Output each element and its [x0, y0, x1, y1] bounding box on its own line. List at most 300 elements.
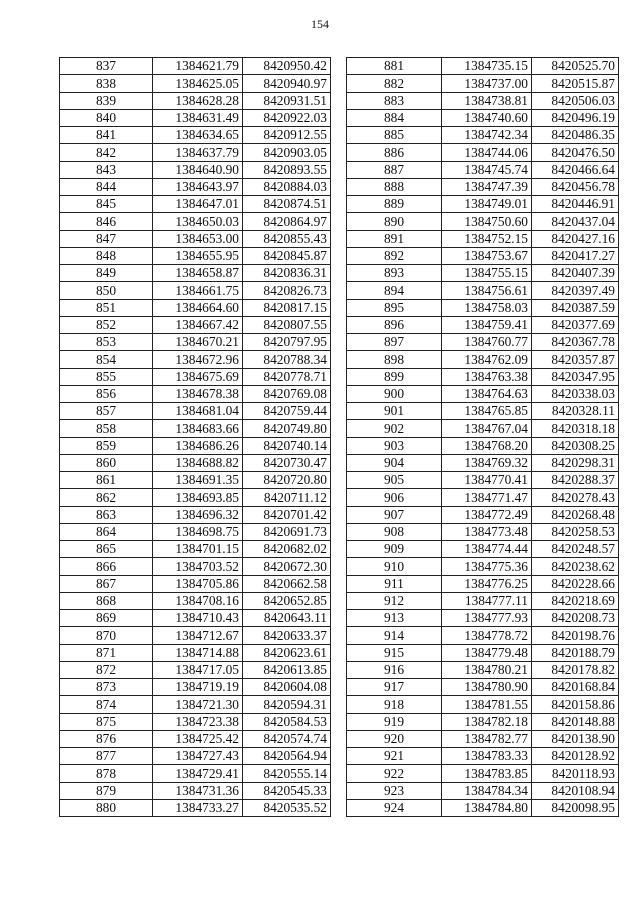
table-row	[347, 403, 619, 420]
x-coordinate-cell: 1384777.11	[442, 592, 532, 609]
point-number-cell: 914	[347, 627, 442, 644]
table-row	[347, 610, 619, 627]
x-coordinate-cell: 1384752.15	[442, 230, 532, 247]
table-row	[60, 558, 331, 575]
point-number-cell: 853	[60, 334, 153, 351]
y-coordinate-cell: 8420377.69	[532, 316, 619, 333]
point-number-cell: 849	[60, 265, 153, 282]
y-coordinate-cell: 8420318.18	[532, 420, 619, 437]
x-coordinate-cell: 1384703.52	[153, 558, 243, 575]
point-number-cell: 842	[60, 144, 153, 161]
x-coordinate-cell: 1384729.41	[153, 765, 243, 782]
table-row	[60, 316, 331, 333]
y-coordinate-cell: 8420922.03	[243, 109, 331, 126]
y-coordinate-cell: 8420701.42	[243, 506, 331, 523]
point-number-cell: 903	[347, 437, 442, 454]
table-row	[60, 541, 331, 558]
point-number-cell: 899	[347, 368, 442, 385]
y-coordinate-cell: 8420446.91	[532, 196, 619, 213]
x-coordinate-cell: 1384727.43	[153, 748, 243, 765]
x-coordinate-cell: 1384775.36	[442, 558, 532, 575]
table-row	[347, 713, 619, 730]
x-coordinate-cell: 1384740.60	[442, 109, 532, 126]
y-coordinate-cell: 8420778.71	[243, 368, 331, 385]
x-coordinate-cell: 1384653.00	[153, 230, 243, 247]
point-number-cell: 886	[347, 144, 442, 161]
y-coordinate-cell: 8420128.92	[532, 748, 619, 765]
x-coordinate-cell: 1384725.42	[153, 730, 243, 747]
point-number-cell: 905	[347, 472, 442, 489]
x-coordinate-cell: 1384621.79	[153, 58, 243, 75]
table-row	[60, 265, 331, 282]
point-number-cell: 872	[60, 661, 153, 678]
y-coordinate-cell: 8420357.87	[532, 351, 619, 368]
table-row	[347, 472, 619, 489]
point-number-cell: 881	[347, 58, 442, 75]
point-number-cell: 904	[347, 454, 442, 471]
y-coordinate-cell: 8420198.76	[532, 627, 619, 644]
x-coordinate-cell: 1384770.41	[442, 472, 532, 489]
point-number-cell: 921	[347, 748, 442, 765]
point-number-cell: 893	[347, 265, 442, 282]
x-coordinate-cell: 1384768.20	[442, 437, 532, 454]
point-number-cell: 920	[347, 730, 442, 747]
x-coordinate-cell: 1384664.60	[153, 299, 243, 316]
table-row	[347, 748, 619, 765]
table-row	[347, 489, 619, 506]
point-number-cell: 875	[60, 713, 153, 730]
y-coordinate-cell: 8420328.11	[532, 403, 619, 420]
table-row	[60, 196, 331, 213]
table-row	[347, 644, 619, 661]
y-coordinate-cell: 8420347.95	[532, 368, 619, 385]
point-number-cell: 844	[60, 178, 153, 195]
x-coordinate-cell: 1384670.21	[153, 334, 243, 351]
y-coordinate-cell: 8420258.53	[532, 523, 619, 540]
y-coordinate-cell: 8420535.52	[243, 799, 331, 816]
point-number-cell: 869	[60, 610, 153, 627]
table-row	[60, 610, 331, 627]
y-coordinate-cell: 8420298.31	[532, 454, 619, 471]
point-number-cell: 838	[60, 75, 153, 92]
y-coordinate-cell: 8420148.88	[532, 713, 619, 730]
x-coordinate-cell: 1384782.77	[442, 730, 532, 747]
point-number-cell: 866	[60, 558, 153, 575]
x-coordinate-cell: 1384631.49	[153, 109, 243, 126]
table-row	[347, 92, 619, 109]
x-coordinate-cell: 1384723.38	[153, 713, 243, 730]
x-coordinate-cell: 1384705.86	[153, 575, 243, 592]
x-coordinate-cell: 1384780.90	[442, 679, 532, 696]
y-coordinate-cell: 8420437.04	[532, 213, 619, 230]
table-row	[347, 213, 619, 230]
y-coordinate-cell: 8420769.08	[243, 385, 331, 402]
point-number-cell: 907	[347, 506, 442, 523]
x-coordinate-cell: 1384691.35	[153, 472, 243, 489]
x-coordinate-cell: 1384762.09	[442, 351, 532, 368]
table-row	[347, 696, 619, 713]
y-coordinate-cell: 8420652.85	[243, 592, 331, 609]
table-row	[347, 385, 619, 402]
x-coordinate-cell: 1384769.32	[442, 454, 532, 471]
point-number-cell: 841	[60, 127, 153, 144]
y-coordinate-cell: 8420138.90	[532, 730, 619, 747]
point-number-cell: 850	[60, 282, 153, 299]
table-row	[347, 144, 619, 161]
x-coordinate-cell: 1384696.32	[153, 506, 243, 523]
x-coordinate-cell: 1384747.39	[442, 178, 532, 195]
y-coordinate-cell: 8420940.97	[243, 75, 331, 92]
x-coordinate-cell: 1384693.85	[153, 489, 243, 506]
y-coordinate-cell: 8420208.73	[532, 610, 619, 627]
x-coordinate-cell: 1384678.38	[153, 385, 243, 402]
x-coordinate-cell: 1384759.41	[442, 316, 532, 333]
table-row	[60, 765, 331, 782]
x-coordinate-cell: 1384749.01	[442, 196, 532, 213]
y-coordinate-cell: 8420788.34	[243, 351, 331, 368]
y-coordinate-cell: 8420338.03	[532, 385, 619, 402]
point-number-cell: 891	[347, 230, 442, 247]
table-row	[347, 679, 619, 696]
point-number-cell: 894	[347, 282, 442, 299]
table-row	[60, 782, 331, 799]
y-coordinate-cell: 8420118.93	[532, 765, 619, 782]
table-row	[347, 127, 619, 144]
point-number-cell: 858	[60, 420, 153, 437]
table-row	[60, 713, 331, 730]
x-coordinate-cell: 1384721.30	[153, 696, 243, 713]
x-coordinate-cell: 1384667.42	[153, 316, 243, 333]
y-coordinate-cell: 8420367.78	[532, 334, 619, 351]
point-number-cell: 871	[60, 644, 153, 661]
table-row	[60, 730, 331, 747]
y-coordinate-cell: 8420584.53	[243, 713, 331, 730]
table-row	[60, 748, 331, 765]
x-coordinate-cell: 1384782.18	[442, 713, 532, 730]
y-coordinate-cell: 8420797.95	[243, 334, 331, 351]
table-row	[60, 679, 331, 696]
table-row	[60, 109, 331, 126]
table-row	[60, 299, 331, 316]
point-number-cell: 851	[60, 299, 153, 316]
point-number-cell: 848	[60, 247, 153, 264]
table-row	[60, 127, 331, 144]
y-coordinate-cell: 8420691.73	[243, 523, 331, 540]
y-coordinate-cell: 8420218.69	[532, 592, 619, 609]
point-number-cell: 862	[60, 489, 153, 506]
y-coordinate-cell: 8420407.39	[532, 265, 619, 282]
table-row	[60, 92, 331, 109]
x-coordinate-cell: 1384784.80	[442, 799, 532, 816]
table-row	[347, 282, 619, 299]
y-coordinate-cell: 8420248.57	[532, 541, 619, 558]
table-row	[347, 316, 619, 333]
x-coordinate-cell: 1384771.47	[442, 489, 532, 506]
x-coordinate-cell: 1384637.79	[153, 144, 243, 161]
y-coordinate-cell: 8420158.86	[532, 696, 619, 713]
y-coordinate-cell: 8420720.80	[243, 472, 331, 489]
point-number-cell: 854	[60, 351, 153, 368]
x-coordinate-cell: 1384731.36	[153, 782, 243, 799]
coordinate-table-left	[59, 57, 331, 817]
point-number-cell: 860	[60, 454, 153, 471]
y-coordinate-cell: 8420864.97	[243, 213, 331, 230]
point-number-cell: 915	[347, 644, 442, 661]
y-coordinate-cell: 8420108.94	[532, 782, 619, 799]
y-coordinate-cell: 8420564.94	[243, 748, 331, 765]
y-coordinate-cell: 8420604.08	[243, 679, 331, 696]
table-row	[60, 75, 331, 92]
table-row	[60, 592, 331, 609]
y-coordinate-cell: 8420178.82	[532, 661, 619, 678]
x-coordinate-cell: 1384672.96	[153, 351, 243, 368]
table-row	[60, 489, 331, 506]
point-number-cell: 867	[60, 575, 153, 592]
y-coordinate-cell: 8420594.31	[243, 696, 331, 713]
y-coordinate-cell: 8420662.58	[243, 575, 331, 592]
point-number-cell: 906	[347, 489, 442, 506]
x-coordinate-cell: 1384783.33	[442, 748, 532, 765]
table-row	[347, 420, 619, 437]
point-number-cell: 916	[347, 661, 442, 678]
table-row	[60, 368, 331, 385]
table-row	[60, 403, 331, 420]
x-coordinate-cell: 1384658.87	[153, 265, 243, 282]
x-coordinate-cell: 1384634.65	[153, 127, 243, 144]
y-coordinate-cell: 8420672.30	[243, 558, 331, 575]
point-number-cell: 882	[347, 75, 442, 92]
x-coordinate-cell: 1384681.04	[153, 403, 243, 420]
table-row	[60, 627, 331, 644]
y-coordinate-cell: 8420466.64	[532, 161, 619, 178]
x-coordinate-cell: 1384708.16	[153, 592, 243, 609]
y-coordinate-cell: 8420826.73	[243, 282, 331, 299]
table-row	[60, 472, 331, 489]
table-row	[60, 213, 331, 230]
table-row	[347, 161, 619, 178]
x-coordinate-cell: 1384733.27	[153, 799, 243, 816]
x-coordinate-cell: 1384683.66	[153, 420, 243, 437]
table-row	[347, 661, 619, 678]
point-number-cell: 847	[60, 230, 153, 247]
table-row	[347, 368, 619, 385]
x-coordinate-cell: 1384765.85	[442, 403, 532, 420]
table-row	[347, 196, 619, 213]
y-coordinate-cell: 8420098.95	[532, 799, 619, 816]
x-coordinate-cell: 1384698.75	[153, 523, 243, 540]
x-coordinate-cell: 1384760.77	[442, 334, 532, 351]
table-row	[60, 161, 331, 178]
x-coordinate-cell: 1384719.19	[153, 679, 243, 696]
point-number-cell: 880	[60, 799, 153, 816]
table-row	[60, 437, 331, 454]
point-number-cell: 883	[347, 92, 442, 109]
point-number-cell: 840	[60, 109, 153, 126]
x-coordinate-cell: 1384750.60	[442, 213, 532, 230]
y-coordinate-cell: 8420456.78	[532, 178, 619, 195]
table-row	[60, 420, 331, 437]
x-coordinate-cell: 1384625.05	[153, 75, 243, 92]
y-coordinate-cell: 8420168.84	[532, 679, 619, 696]
table-row	[347, 247, 619, 264]
table-row	[60, 454, 331, 471]
point-number-cell: 856	[60, 385, 153, 402]
y-coordinate-cell: 8420515.87	[532, 75, 619, 92]
x-coordinate-cell: 1384744.06	[442, 144, 532, 161]
y-coordinate-cell: 8420759.44	[243, 403, 331, 420]
y-coordinate-cell: 8420623.61	[243, 644, 331, 661]
table-row	[60, 799, 331, 816]
table-row	[60, 523, 331, 540]
x-coordinate-cell: 1384753.67	[442, 247, 532, 264]
x-coordinate-cell: 1384745.74	[442, 161, 532, 178]
y-coordinate-cell: 8420874.51	[243, 196, 331, 213]
x-coordinate-cell: 1384675.69	[153, 368, 243, 385]
y-coordinate-cell: 8420950.42	[243, 58, 331, 75]
x-coordinate-cell: 1384763.38	[442, 368, 532, 385]
table-row	[347, 437, 619, 454]
point-number-cell: 911	[347, 575, 442, 592]
table-row	[60, 178, 331, 195]
x-coordinate-cell: 1384640.90	[153, 161, 243, 178]
table-row	[60, 385, 331, 402]
y-coordinate-cell: 8420884.03	[243, 178, 331, 195]
y-coordinate-cell: 8420845.87	[243, 247, 331, 264]
table-row	[60, 575, 331, 592]
point-number-cell: 909	[347, 541, 442, 558]
x-coordinate-cell: 1384710.43	[153, 610, 243, 627]
point-number-cell: 902	[347, 420, 442, 437]
x-coordinate-cell: 1384686.26	[153, 437, 243, 454]
point-number-cell: 885	[347, 127, 442, 144]
y-coordinate-cell: 8420912.55	[243, 127, 331, 144]
y-coordinate-cell: 8420574.74	[243, 730, 331, 747]
point-number-cell: 861	[60, 472, 153, 489]
point-number-cell: 868	[60, 592, 153, 609]
point-number-cell: 889	[347, 196, 442, 213]
point-number-cell: 910	[347, 558, 442, 575]
point-number-cell: 876	[60, 730, 153, 747]
y-coordinate-cell: 8420749.80	[243, 420, 331, 437]
x-coordinate-cell: 1384717.05	[153, 661, 243, 678]
table-row	[347, 627, 619, 644]
point-number-cell: 852	[60, 316, 153, 333]
table-row	[347, 265, 619, 282]
y-coordinate-cell: 8420730.47	[243, 454, 331, 471]
y-coordinate-cell: 8420931.51	[243, 92, 331, 109]
y-coordinate-cell: 8420496.19	[532, 109, 619, 126]
y-coordinate-cell: 8420417.27	[532, 247, 619, 264]
table-row	[60, 58, 331, 75]
y-coordinate-cell: 8420711.12	[243, 489, 331, 506]
table-row	[347, 334, 619, 351]
x-coordinate-cell: 1384773.48	[442, 523, 532, 540]
point-number-cell: 859	[60, 437, 153, 454]
y-coordinate-cell: 8420506.03	[532, 92, 619, 109]
table-row	[347, 109, 619, 126]
y-coordinate-cell: 8420545.33	[243, 782, 331, 799]
y-coordinate-cell: 8420555.14	[243, 765, 331, 782]
point-number-cell: 896	[347, 316, 442, 333]
table-row	[347, 782, 619, 799]
point-number-cell: 839	[60, 92, 153, 109]
y-coordinate-cell: 8420397.49	[532, 282, 619, 299]
point-number-cell: 892	[347, 247, 442, 264]
table-row	[347, 75, 619, 92]
y-coordinate-cell: 8420427.16	[532, 230, 619, 247]
point-number-cell: 864	[60, 523, 153, 540]
point-number-cell: 879	[60, 782, 153, 799]
y-coordinate-cell: 8420188.79	[532, 644, 619, 661]
y-coordinate-cell: 8420486.35	[532, 127, 619, 144]
x-coordinate-cell: 1384655.95	[153, 247, 243, 264]
table-row	[60, 247, 331, 264]
table-row	[60, 144, 331, 161]
point-number-cell: 924	[347, 799, 442, 816]
table-row	[60, 696, 331, 713]
point-number-cell: 918	[347, 696, 442, 713]
x-coordinate-cell: 1384758.03	[442, 299, 532, 316]
point-number-cell: 917	[347, 679, 442, 696]
point-number-cell: 890	[347, 213, 442, 230]
table-row	[347, 178, 619, 195]
x-coordinate-cell: 1384737.00	[442, 75, 532, 92]
y-coordinate-cell: 8420836.31	[243, 265, 331, 282]
y-coordinate-cell: 8420228.66	[532, 575, 619, 592]
table-row	[347, 351, 619, 368]
point-number-cell: 843	[60, 161, 153, 178]
x-coordinate-cell: 1384781.55	[442, 696, 532, 713]
table-row	[347, 765, 619, 782]
x-coordinate-cell: 1384755.15	[442, 265, 532, 282]
point-number-cell: 855	[60, 368, 153, 385]
x-coordinate-cell: 1384776.25	[442, 575, 532, 592]
point-number-cell: 912	[347, 592, 442, 609]
y-coordinate-cell: 8420288.37	[532, 472, 619, 489]
x-coordinate-cell: 1384714.88	[153, 644, 243, 661]
x-coordinate-cell: 1384772.49	[442, 506, 532, 523]
x-coordinate-cell: 1384643.97	[153, 178, 243, 195]
point-number-cell: 901	[347, 403, 442, 420]
y-coordinate-cell: 8420387.59	[532, 299, 619, 316]
table-row	[347, 558, 619, 575]
point-number-cell: 913	[347, 610, 442, 627]
table-row	[60, 230, 331, 247]
x-coordinate-cell: 1384647.01	[153, 196, 243, 213]
point-number-cell: 887	[347, 161, 442, 178]
point-number-cell: 877	[60, 748, 153, 765]
table-row	[347, 454, 619, 471]
point-number-cell: 857	[60, 403, 153, 420]
table-row	[347, 299, 619, 316]
x-coordinate-cell: 1384661.75	[153, 282, 243, 299]
point-number-cell: 874	[60, 696, 153, 713]
table-row	[60, 644, 331, 661]
x-coordinate-cell: 1384688.82	[153, 454, 243, 471]
point-number-cell: 923	[347, 782, 442, 799]
y-coordinate-cell: 8420525.70	[532, 58, 619, 75]
y-coordinate-cell: 8420807.55	[243, 316, 331, 333]
point-number-cell: 888	[347, 178, 442, 195]
point-number-cell: 865	[60, 541, 153, 558]
x-coordinate-cell: 1384774.44	[442, 541, 532, 558]
y-coordinate-cell: 8420278.43	[532, 489, 619, 506]
y-coordinate-cell: 8420268.48	[532, 506, 619, 523]
x-coordinate-cell: 1384628.28	[153, 92, 243, 109]
x-coordinate-cell: 1384738.81	[442, 92, 532, 109]
x-coordinate-cell: 1384780.21	[442, 661, 532, 678]
table-row	[60, 351, 331, 368]
